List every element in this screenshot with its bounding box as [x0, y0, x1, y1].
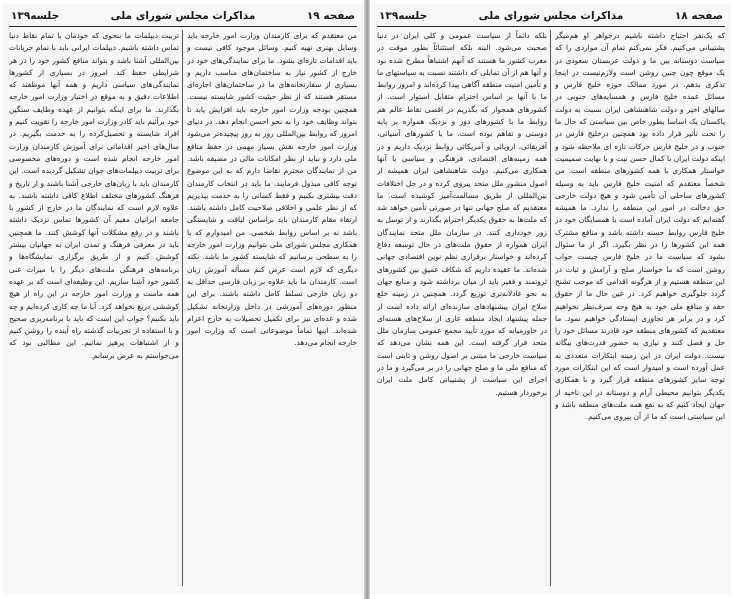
- right-column-divider: [550, 30, 551, 586]
- right-page-title: مذاکرات مجلس شورای ملی: [478, 10, 624, 22]
- left-page-session: جلسه۱۳۹: [11, 10, 60, 22]
- book-spine: [364, 0, 370, 599]
- left-page-column-2-text: تربیت دیپلمات ما بنحوی که خودمان با تمام نقاط دنیا تماس داشته باشیم. دیپلمات ایرانی باید با تمام جریانات بین‌المللی آشنا باشد و بتواند منافع کشور خود را در هر شرایطی حفظ کند. امروز در بسیاری از کشورها نمایندگی‌های سیاسی داریم و همه آنها موظفند که اطلاعات دقیق و به موقع در اختیار وزارت امور خارجه بگذارند. ما برای اینکه بتوانیم از عهده وظایف سنگین خود برآئیم باید کادر وزارت امور خارجه را تقویت کنیم و افراد شایسته و تحصیل‌کرده را به خدمت بگیریم. در سال‌های اخیر اقداماتی برای آموزش کارمندان وزارت امور خارجه انجام شده است و دوره‌های مخصوصی برای تربیت دیپلمات‌های جوان تشکیل گردیده است. این کارمندان باید با زبان‌های خارجی آشنا باشند و از تاریخ و فرهنگ کشورهای مختلف اطلاع کافی داشته باشند. به علاوه لازم است که نمایندگان ما در خارج از کشور با جامعه ایرانیان مقیم آن کشورها تماس نزدیک داشته باشند و در رفع مشکلات آنها کوشش کنند. ما همچنین باید در معرفی فرهنگ و تمدن ایران به جهانیان بیشتر کوشش کنیم و از طریق برگزاری نمایشگاه‌ها و برنامه‌های فرهنگی ملت‌های دیگر را با میراث غنی کشور خود آشنا سازیم. این وظیفه‌ای است که بر عهده همه ماست و وزارت امور خارجه در این راه از هیچ کوششی دریغ نخواهد کرد. آیا ما چه کاری کرده‌ایم و چه باید بکنیم؟ جواب این است که باید با برنامه‌ریزی صحیح و با استفاده از تجربیات گذشته راه آینده را روشن کنیم و از اشتباهات پرهیز نمائیم. این مطالبی بود که می‌خواستم به عرض برسانم.: [9, 31, 179, 360]
- left-page-column-1-text: من معتقدم که برای کارمندان وزارت امور خارجه باید وسایل بهتری تهیه کنیم. وسائل موجود کافی نیست و باید اقدامات تازه‌ای بشود. ما برای نمایندگی‌های خود در خارج از کشور نیاز به ساختمان‌های مناسب داریم و بسیاری از سفارتخانه‌های ما در ساختمان‌های اجاره‌ای مستقر هستند که از نظر حیثیت کشور شایسته نیست. همچنین بودجه وزارت امور خارجه باید افزایش یابد تا بتواند وظایف خود را به نحو احسن انجام دهد. در دنیای امروز که روابط بین‌المللی روز به روز پیچیده‌تر می‌شود وزارت امور خارجه نقش بسیار مهمی در حفظ منافع ملی دارد و نباید از نظر امکانات مالی در مضیقه باشد. من از نمایندگان محترم تقاضا دارم که به این موضوع توجه کافی مبذول فرمایند. ما باید در انتخاب کارمندان دقت بیشتری بکنیم و فقط کسانی را به خدمت بپذیریم که از نظر علمی و اخلاقی صلاحیت کامل داشته باشند. ارتقاء مقام کارمندان باید براساس لیاقت و شایستگی باشد نه بر اساس روابط شخصی. من امیدوارم که با همکاری مجلس شورای ملی بتوانیم وزارت امور خارجه را به سطحی برسانیم که شایسته کشور ما باشد. نکته دیگری که لازم است عرض کنم مسأله آموزش زبان است. کارمندان ما باید علاوه بر زبان فارسی حداقل به دو زبان خارجی تسلط کامل داشته باشند. برای این منظور دوره‌های آموزشی در داخل وزارتخانه تشکیل شده و عده‌ای نیز برای تکمیل تحصیلات به خارج اعزام شده‌اند. اینها تماماً موضوعاتی است که وزارت امور خارجه انجام می‌دهد.: [187, 31, 357, 348]
- left-page-column-1: [187, 30, 357, 590]
- right-page-column-1-text: که یک‌نفر احتیاج داشته باشیم درجواهر او هم‌میگر پشتیبانی می‌کنیم. فکر نمی‌کنم تمام آن مواردی را که سیاست دوستانه بین ما و دولت عربستان سعودی در یک موقع چون چنین روشن است ولازم‌نیست در اینجا تذکری بدهم. در مورد ممالک حوزه خلیج فارس و مسائل عمده خلیج فارس و همسایه‌های جنوبی در سالهای اخیر و دولت شاهنشاهی ایران نسبت به دولت پاکستان یک اساسا بطور خاص بین سیاستی که حال ما را تحت تأثیر قرار داده بود همچنین درخلیج فارس در جنوب و در خلیج فارس حرکات تازه ای ملاحظه شود و اینکه دولت ایران با کمال حسن نیت و با نهایت صمیمیت خواستار همکاری با همه کشورهای منطقه است. من شخصاً معتقدم که امنیت خلیج فارس باید به وسیله کشورهای ساحلی آن تأمین شود و هیچ دولت خارجی حق دخالت در امور این منطقه را ندارد. ما همیشه گفته‌ایم که دولت ایران آماده است با همسایگان خود در خلیج فارس روابط حسنه داشته باشد و منافع مشترک همه این کشورها را در نظر بگیرد. اگر از ما سئوال بشود که سیاست ما در خلیج فارس چیست جواب روشن است که ما خواستار صلح و آرامش و ثبات در این منطقه هستیم و از هرگونه اقدامی که موجب تشنج گردد جلوگیری خواهیم کرد. در عین حال ما از حقوق حقه و منافع ملی خود به هیچ وجه صرف‌نظر نخواهیم کرد و در برابر هر تجاوزی ایستادگی خواهیم نمود. ما معتقدیم که کشورهای منطقه خود قادرند مسائل خود را حل و فصل کنند و نیازی به حضور قدرت‌های بیگانه نیست. دولت ایران در این زمینه ابتکارات متعددی به عمل آورده است و امیدوار است که این ابتکارات مورد توجه سایر کشورهای منطقه قرار گیرد و با همکاری یکدیگر بتوانیم محیطی آرام و دوستانه در این ناحیه از جهان ایجاد کنیم که به نفع همه ملت‌های منطقه باشد و این سیاستی است که ما از آن پیروی می‌کنیم.: [555, 31, 725, 422]
- right-page-number: صفحه ۱۸: [674, 10, 723, 22]
- right-page-session: جلسه۱۳۹: [379, 10, 428, 22]
- right-page-header: [377, 8, 725, 26]
- left-page-number: صفحه ۱۹: [306, 10, 355, 22]
- left-page: [3, 4, 363, 594]
- left-page-title: مذاکرات مجلس شورای ملی: [110, 10, 256, 22]
- right-page-column-2: [377, 30, 547, 590]
- right-page-column-1: [555, 30, 725, 590]
- right-page-column-2-text: بلکه دائماً از سیاست عمومی و کلی ایران در دنیا صحبت می‌شود. البته بلکه استثنائاً بطور موقت در مغرب کشور ما هستند که آنهم اشتباهاً مطرح شده بود و آنها هم از آن تمایلی که داشتند نسبت به سیاستهای ما و تأمین امنیت منطقه آگاهی پیدا کرده‌اند و امروز روابط ما با آنها بر اساس احترام متقابل استوار است. از کشورهای همجوار که بگذریم در اقصی نقاط عالم هم روابط ما با کشورهای دور و نزدیک همواره بر پایه دوستی و تفاهم بوده است. ما با کشورهای آسیائی، آفریقائی، اروپائی و آمریکائی روابط نزدیک داریم و در همه زمینه‌های اقتصادی، فرهنگی و سیاسی با آنها همکاری می‌کنیم. دولت شاهنشاهی ایران همیشه از اصول منشور ملل متحد پیروی کرده و در حل اختلافات بین‌المللی از طریق مسالمت‌آمیز کوشیده است. ما معتقدیم که صلح جهانی تنها در صورتی تأمین خواهد شد که ملت‌ها به حقوق یکدیگر احترام بگذارند و از توسل به زور خودداری کنند. در سازمان ملل متحد نمایندگان ایران همواره از حقوق ملت‌های در حال توسعه دفاع کرده‌اند و خواستار برقراری نظم نوین اقتصادی جهانی شده‌اند. ما عقیده داریم که شکاف عمیق بین کشورهای ثروتمند و فقیر باید از میان برداشته شود و منابع جهان به نحو عادلانه‌تری توزیع گردد. همچنین در زمینه خلع سلاح ایران پیشنهادهای سازنده‌ای ارائه داده است از جمله پیشنهاد ایجاد منطقه عاری از سلاح‌های هسته‌ای در خاورمیانه که مورد تأیید مجمع عمومی سازمان ملل متحد قرار گرفته است. این همه نشان می‌دهد که سیاست خارجی ما مبتنی بر اصول روشن و ثابتی است که منافع ملی ما و صلح جهانی را در بر می‌گیرد و ما در اجرای این سیاست از پشتیبانی کامل ملت ایران برخوردار هستیم.: [377, 31, 547, 397]
- left-page-header: [9, 8, 357, 26]
- left-column-divider: [182, 30, 183, 586]
- right-header-rule: [377, 26, 725, 27]
- left-header-rule: [9, 26, 357, 27]
- left-page-column-2: [9, 30, 179, 590]
- right-page: [371, 4, 731, 594]
